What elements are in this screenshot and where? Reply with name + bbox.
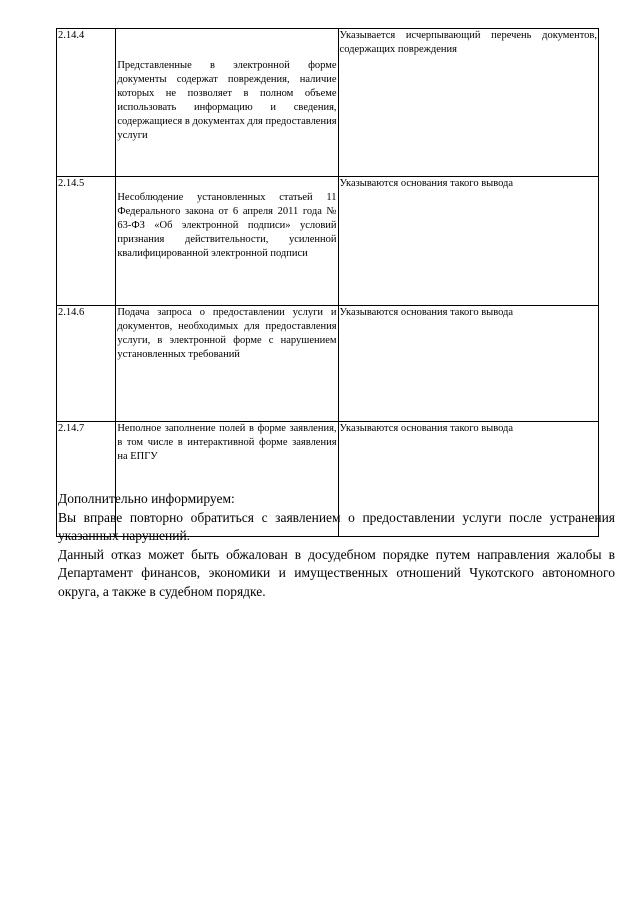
resubmission-paragraph: Вы вправе повторно обратиться с заявлением о предоставлении услуги после устранения указанных нарушений.: [58, 509, 615, 543]
refusal-explanation: Указываются основания такого вывода: [338, 422, 598, 537]
row-number: 2.14.4: [57, 29, 116, 177]
table-row: [57, 177, 599, 306]
refusal-explanation: Указываются основания такого вывода: [338, 177, 598, 306]
refusal-grounds-table: [56, 28, 599, 537]
refusal-condition: Представленные в электронной форме документы содержат повреждения, наличие которых не позволяет в полном объеме использовать информацию и сведения, содержащиеся в документах для предоставления услуги: [116, 29, 338, 177]
appeal-paragraph: Данный отказ может быть обжалован в досудебном порядке путем направления жалобы в Департамент финансов, экономики и имущественных отношений Чукотского автономного округа, а также в судебном порядке.: [58, 546, 615, 599]
row-number: 2.14.6: [57, 306, 116, 422]
table-row: [57, 306, 599, 422]
refusal-explanation: Указывается исчерпывающий перечень документов, содержащих повреждения: [338, 29, 598, 177]
refusal-condition: Несоблюдение установленных статьей 11 Федерального закона от 6 апреля 2011 года № 63-ФЗ «Об электронной подписи» условий признания действительности, усиленной квалифицированной электронной подписи: [116, 177, 338, 306]
additional-info: [58, 490, 615, 601]
refusal-explanation: Указываются основания такого вывода: [338, 306, 598, 422]
refusal-condition: Неполное заполнение полей в форме заявления, в том числе в интерактивной форме заявления на ЕПГУ: [116, 422, 338, 537]
table-row: [57, 29, 599, 177]
additional-info-heading: Дополнительно информируем:: [58, 491, 235, 506]
refusal-condition: Подача запроса о предоставлении услуги и документов, необходимых для предоставления услуги, в электронной форме с нарушением установленных требований: [116, 306, 338, 422]
row-number: 2.14.5: [57, 177, 116, 306]
row-number: 2.14.7: [57, 422, 116, 537]
